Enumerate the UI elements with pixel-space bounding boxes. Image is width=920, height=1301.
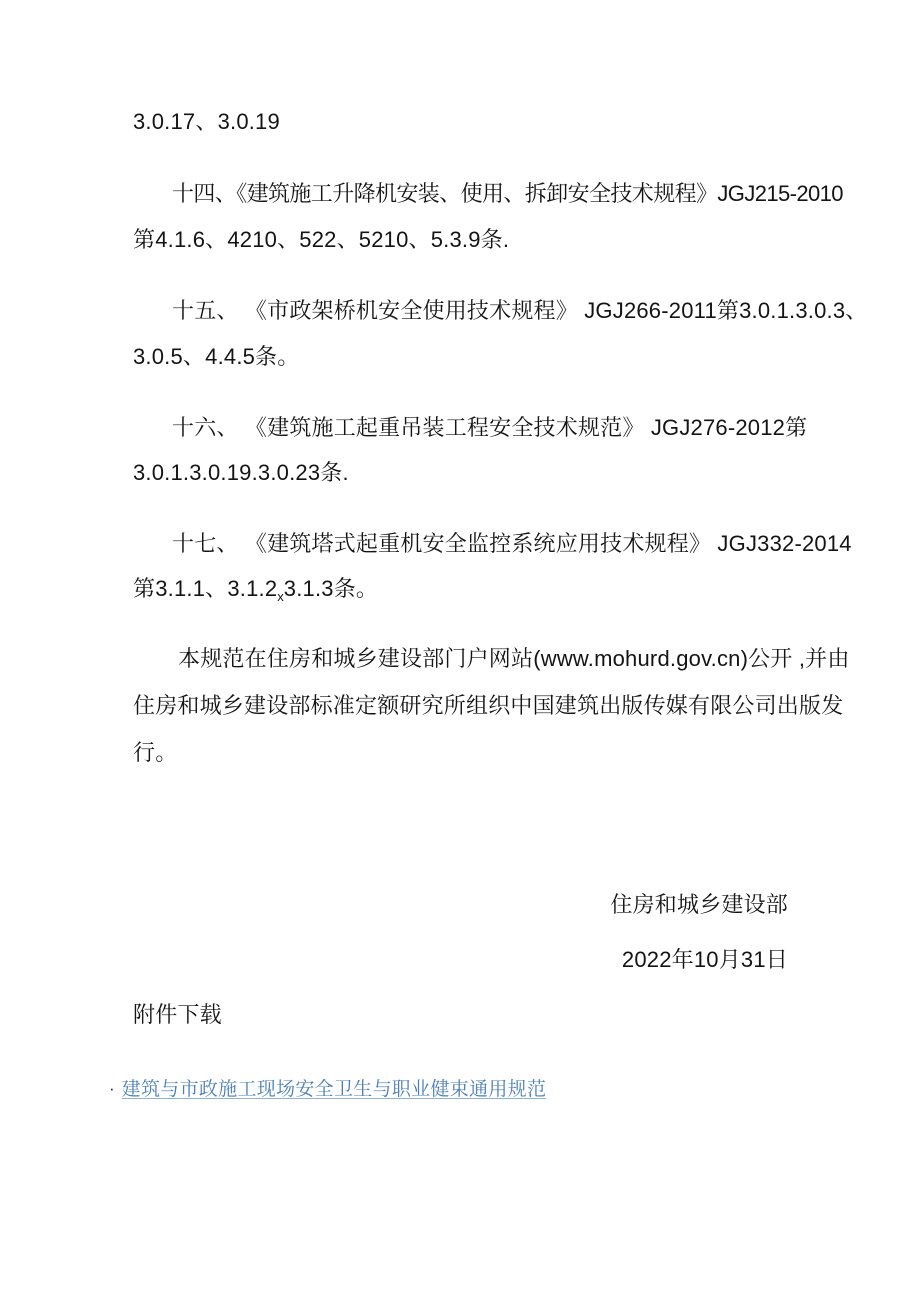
attachments-heading: 附件下载 xyxy=(133,1002,222,1027)
item-17-line-2 xyxy=(133,575,378,611)
bullet-icon: · xyxy=(109,1079,115,1098)
attachment-link[interactable]: 建筑与市政施工现场安全卫生与职业健束通用规范 xyxy=(121,1079,547,1100)
signature-date: 2022年10月31日 xyxy=(621,947,788,972)
item-17-line-2-prefix: 第3.1.1、3.1.2 xyxy=(133,576,278,601)
item-17-line-1: 十七、 《建筑塔式起重机安全监控系统应用技术规程》 JGJ332-2014 xyxy=(172,531,852,556)
item-14-line-1: 十四、《建筑施工升降机安装、使用、拆卸安全技术规程》JGJ215-2010 xyxy=(172,181,843,206)
continuation-line: 3.0.17、3.0.19 xyxy=(133,109,280,134)
item-16-line-1: 十六、 《建筑施工起重吊装工程安全技术规范》 JGJ276-2012第 xyxy=(172,415,808,440)
item-16-line-2: 3.0.1.3.0.19.3.0.23条. xyxy=(133,460,349,485)
signature-org: 住房和城乡建设部 xyxy=(610,892,788,917)
closing-line-2: 住房和城乡建设部标准定额研究所组织中国建筑出版传媒有限公司出版发 xyxy=(133,693,844,718)
item-15-line-1: 十五、 《市政架桥机安全使用技术规程》 JGJ266-2011第3.0.1.3.0.3、 xyxy=(172,298,868,323)
closing-line-3: 行。 xyxy=(133,740,178,765)
attachment-row xyxy=(109,1077,546,1102)
item-17-line-2-suffix: 3.1.3条。 xyxy=(283,576,379,601)
item-17-line-2-subscript: x xyxy=(277,589,284,604)
closing-line-1: 本规范在住房和城乡建设部门户网站(www.mohurd.gov.cn)公开 ,并由 xyxy=(178,646,850,671)
item-14-line-2: 第4.1.6、4210、522、5210、5.3.9条. xyxy=(133,227,510,252)
item-15-line-2: 3.0.5、4.4.5条。 xyxy=(133,344,300,369)
